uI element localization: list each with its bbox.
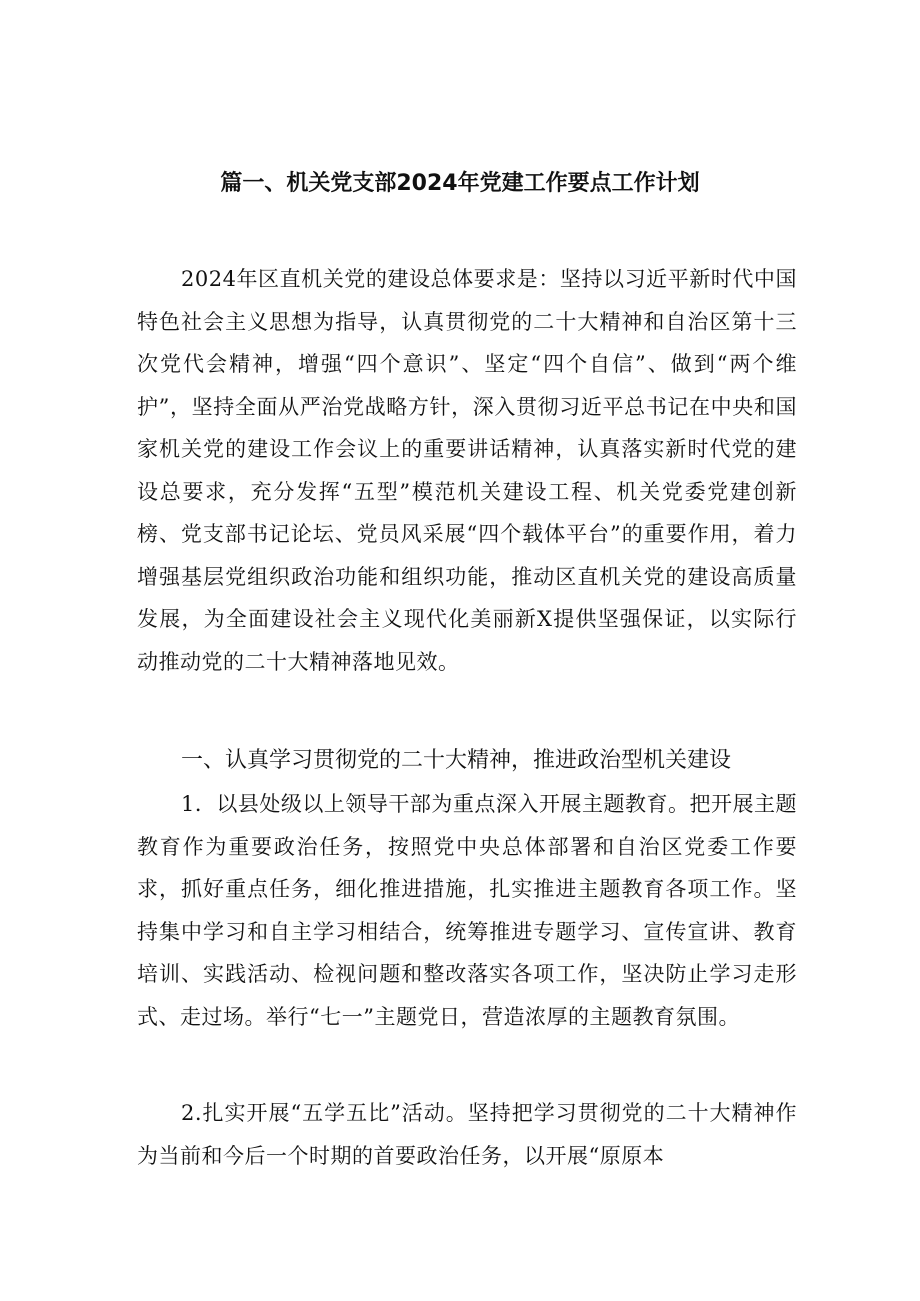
section-heading: 一、认真学习贯彻党的二十大精神，推进政治型机关建设	[181, 748, 732, 773]
item-paragraph-2: 2.扎实开展“五学五比”活动。坚持把学习贯彻党的二十大精神作为当前和今后一个时期的首要政治任务，以开展“原原本	[137, 1101, 797, 1168]
item-paragraph-1: 1．以县处级以上领导干部为重点深入开展主题教育。把开展主题教育作为重要政治任务，按照党中央总体部署和自治区党委工作要求，抓好重点任务，细化推进措施，扎实推进主题教育各项工作。坚持集中学习和自主学习相结合，统筹推进专题学习、宣传宣讲、教育培训、实践活动、检视问题和整改落实各项工作，坚决防止学习走形式、走过场。举行“七一”主题党日，营造浓厚的主题教育氛围。	[137, 792, 797, 1029]
document-title: 篇一、机关党支部2024年党建工作要点工作计划	[220, 171, 700, 196]
intro-paragraph: 2024年区直机关党的建设总体要求是：坚持以习近平新时代中国特色社会主义思想为指导，认真贯彻党的二十大精神和自治区第十三次党代会精神，增强“四个意识”、坚定“四个自信”、做到“两个维护”，坚持全面从严治党战略方针，深入贯彻习近平总书记在中央和国家机关党的建设工作会议上的重要讲话精神，认真落实新时代党的建设总要求，充分发挥“五型”模范机关建设工程、机关党委党建创新榜、党支部书记论坛、党员风采展“四个载体平台”的重要作用，着力增强基层党组织政治功能和组织功能，推动区直机关党的建设高质量发展，为全面建设社会主义现代化美丽新X提供坚强保证，以实际行动推动党的二十大精神落地见效。	[137, 267, 797, 674]
